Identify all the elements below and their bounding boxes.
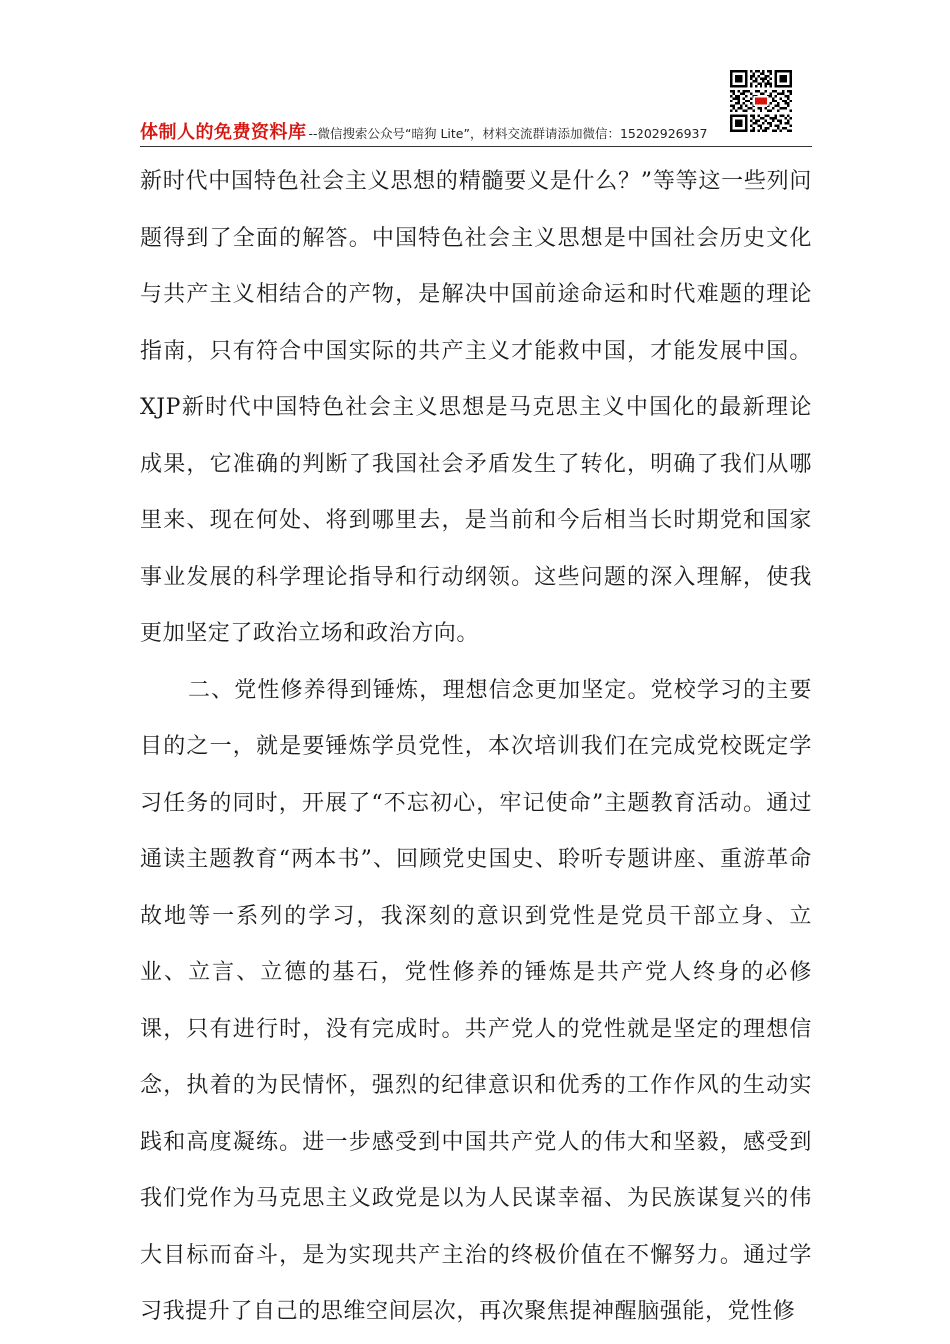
- header-divider: [140, 146, 812, 147]
- document-body: [140, 154, 812, 1341]
- paragraph-1: 新时代中国特色社会主义思想的精髓要义是什么？”等等这一些列问题得到了全面的解答。中国特色社会主义思想是中国社会历史文化与共产主义相结合的产物，是解决中国前途命运和时代难题的理论指南，只有符合中国实际的共产主义才能救中国，才能发展中国。XJP新时代中国特色社会主义思想是马克思主义中国化的最新理论成果，它准确的判断了我国社会矛盾发生了转化，明确了我们从哪里来、现在何处、将到哪里去，是当前和今后相当长时期党和国家事业发展的科学理论指导和行动纲领。这些问题的深入理解，使我更加坚定了政治立场和政治方向。: [140, 169, 812, 646]
- header-brand: 体制人的免费资料库: [140, 122, 307, 143]
- paragraph-2: 二、党性修养得到锤炼，理想信念更加坚定。党校学习的主要目的之一，就是要锤炼学员党性，本次培训我们在完成党校既定学习任务的同时，开展了“不忘初心，牢记使命”主题教育活动。通过通读主题教育“两本书”、回顾党史国史、聆听专题讲座、重游革命故地等一系列的学习，我深刻的意识到党性是党员干部立身、立业、立言、立德的基石，党性修养的锤炼是共产党人终身的必修课，只有进行时，没有完成时。共产党人的党性就是坚定的理想信念，执着的为民情怀，强烈的纪律意识和优秀的工作作风的生动实践和高度凝练。进一步感受到中国共产党人的伟大和坚毅，感受到我们党作为马克思主义政党是以为人民谋幸福、为民族谋复兴的伟大目标而奋斗，是为实现共产主治的终极价值在不懈努力。通过学习我提升了自己的思维空间层次，再次聚焦提神醒脑强能，党性修: [140, 677, 812, 1324]
- qr-code-icon: [730, 70, 792, 132]
- header-text: [140, 118, 707, 144]
- page-header: [140, 70, 812, 146]
- header-note: --微信搜索公众号“暗狗 Lite”，材料交流群请添加微信：15202926937: [308, 126, 708, 141]
